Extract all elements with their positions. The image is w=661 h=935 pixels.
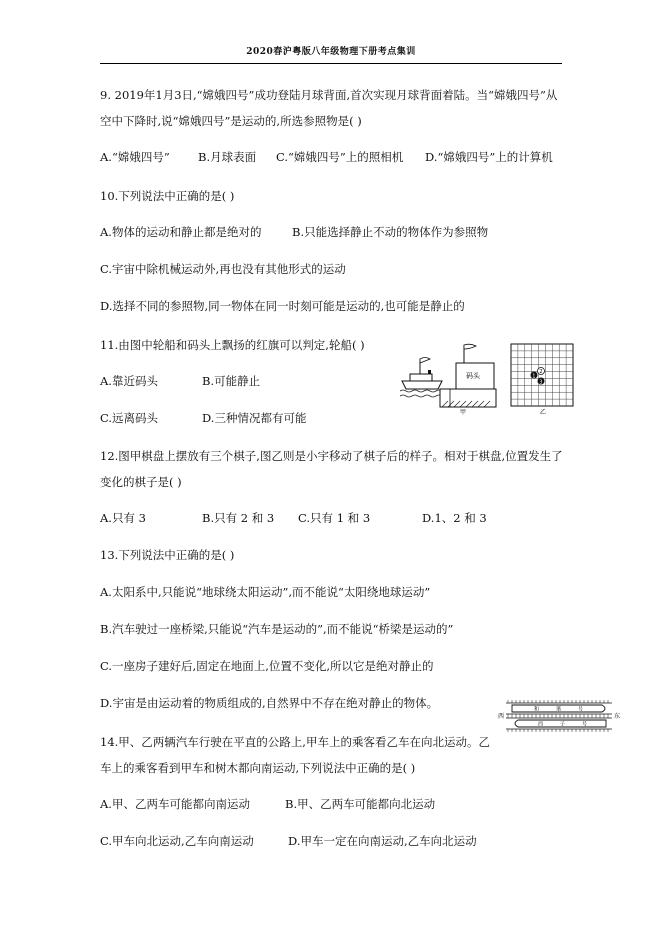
train-upper-label-1: 和 [534,706,540,713]
q9-option-b: B.月球表面 [198,150,257,164]
q13-option-d: D.宇宙是由运动着的物质组成的,自然界中不存在绝对静止的物体。 [100,696,439,710]
chessboard-figure [510,343,576,415]
q12-option-d: D.1、2 和 3 [422,511,487,525]
q14-option-b: B.甲、乙两车可能都向北运动 [285,797,436,811]
dock-label: 码头 [466,372,480,380]
figure-label-yi: 乙 [540,409,547,415]
train-lower-label-2: 子 [560,721,566,728]
q9-option-c: C.“嫦娥四号”上的照相机 [276,150,404,164]
piece-label-2: 2 [539,369,543,376]
header-divider [100,63,562,64]
q12-stem-line1: 12.图甲棋盘上摆放有三个棋子,图乙则是小宇移动了棋子后的样子。相对于棋盘,位置发生了 [100,449,563,463]
q13-stem: 13.下列说法中正确的是( ) [100,548,235,562]
two-trains-figure [498,700,622,732]
q10-option-d: D.选择不同的参照物,同一物体在同一时刻可能是运动的,也可能是静止的 [100,299,465,313]
train-lower-label-1: 西 [538,721,544,728]
q10-option-a: A.物体的运动和静止都是绝对的 [100,225,262,239]
q11-option-d: D.三种情况都有可能 [202,411,307,425]
q11-option-b: B.可能静止 [202,374,261,388]
q9-stem-line1: 9. 2019年1月3日,“嫦娥四号”成功登陆月球背面,首次实现月球背面着陆。当“嫦娥四号”从 [100,88,558,102]
train-lower-label-3: 号 [582,721,588,728]
direction-east-label: 东 [614,713,621,720]
q11-option-a: A.靠近码头 [100,374,158,388]
direction-west-label: 西 [498,713,505,720]
q13-option-b: B.汽车驶过一座桥梁,只能说“汽车是运动的”,而不能说“桥梁是运动的” [100,622,454,636]
q14-option-a: A.甲、乙两车可能都向南运动 [100,797,250,811]
piece-label-1: 1 [532,373,536,380]
header-title: 2020春沪粤版八年级物理下册考点集训 [246,47,416,57]
q11-option-c: C.远离码头 [100,411,159,425]
piece-label-3: 3 [539,379,543,386]
ship-dock-figure [398,341,500,417]
figure-label-jia: 甲 [460,409,467,416]
q10-stem: 10.下列说法中正确的是( ) [100,189,235,203]
train-upper-label-2: 谐 [556,706,562,713]
q14-stem-line1: 14.甲、乙两辆汽车行驶在平直的公路上,甲车上的乘客看乙车在向北运动。乙 [100,735,490,749]
q14-stem-line2: 车上的乘客看到甲车和树木都向南运动,下列说法中正确的是( ) [100,761,416,775]
q9-option-d: D.“嫦娥四号”上的计算机 [425,150,553,164]
q14-option-c: C.甲车向北运动,乙车向南运动 [100,834,254,848]
q11-stem: 11.由图中轮船和码头上飘扬的红旗可以判定,轮船( ) [100,338,365,352]
q12-option-b: B.只有 2 和 3 [202,511,275,525]
q12-option-c: C.只有 1 和 3 [298,511,371,525]
q12-option-a: A.只有 3 [100,511,146,525]
q13-option-c: C.一座房子建好后,固定在地面上,位置不变化,所以它是绝对静止的 [100,659,434,673]
train-upper-label-3: 号 [578,706,584,713]
q14-option-d: D.甲车一定在向南运动,乙车向北运动 [288,834,477,848]
q12-stem-line2: 变化的棋子是( ) [100,475,182,489]
q10-option-b: B.只能选择静止不动的物体作为参照物 [292,225,489,239]
q10-option-c: C.宇宙中除机械运动外,再也没有其他形式的运动 [100,262,346,276]
q13-option-a: A.太阳系中,只能说“地球绕太阳运动”,而不能说“太阳绕地球运动” [100,585,431,599]
q9-stem-line2: 空中下降时,说“嫦娥四号”是运动的,所选参照物是( ) [100,114,362,128]
q9-option-a: A.“嫦娥四号” [100,150,170,164]
